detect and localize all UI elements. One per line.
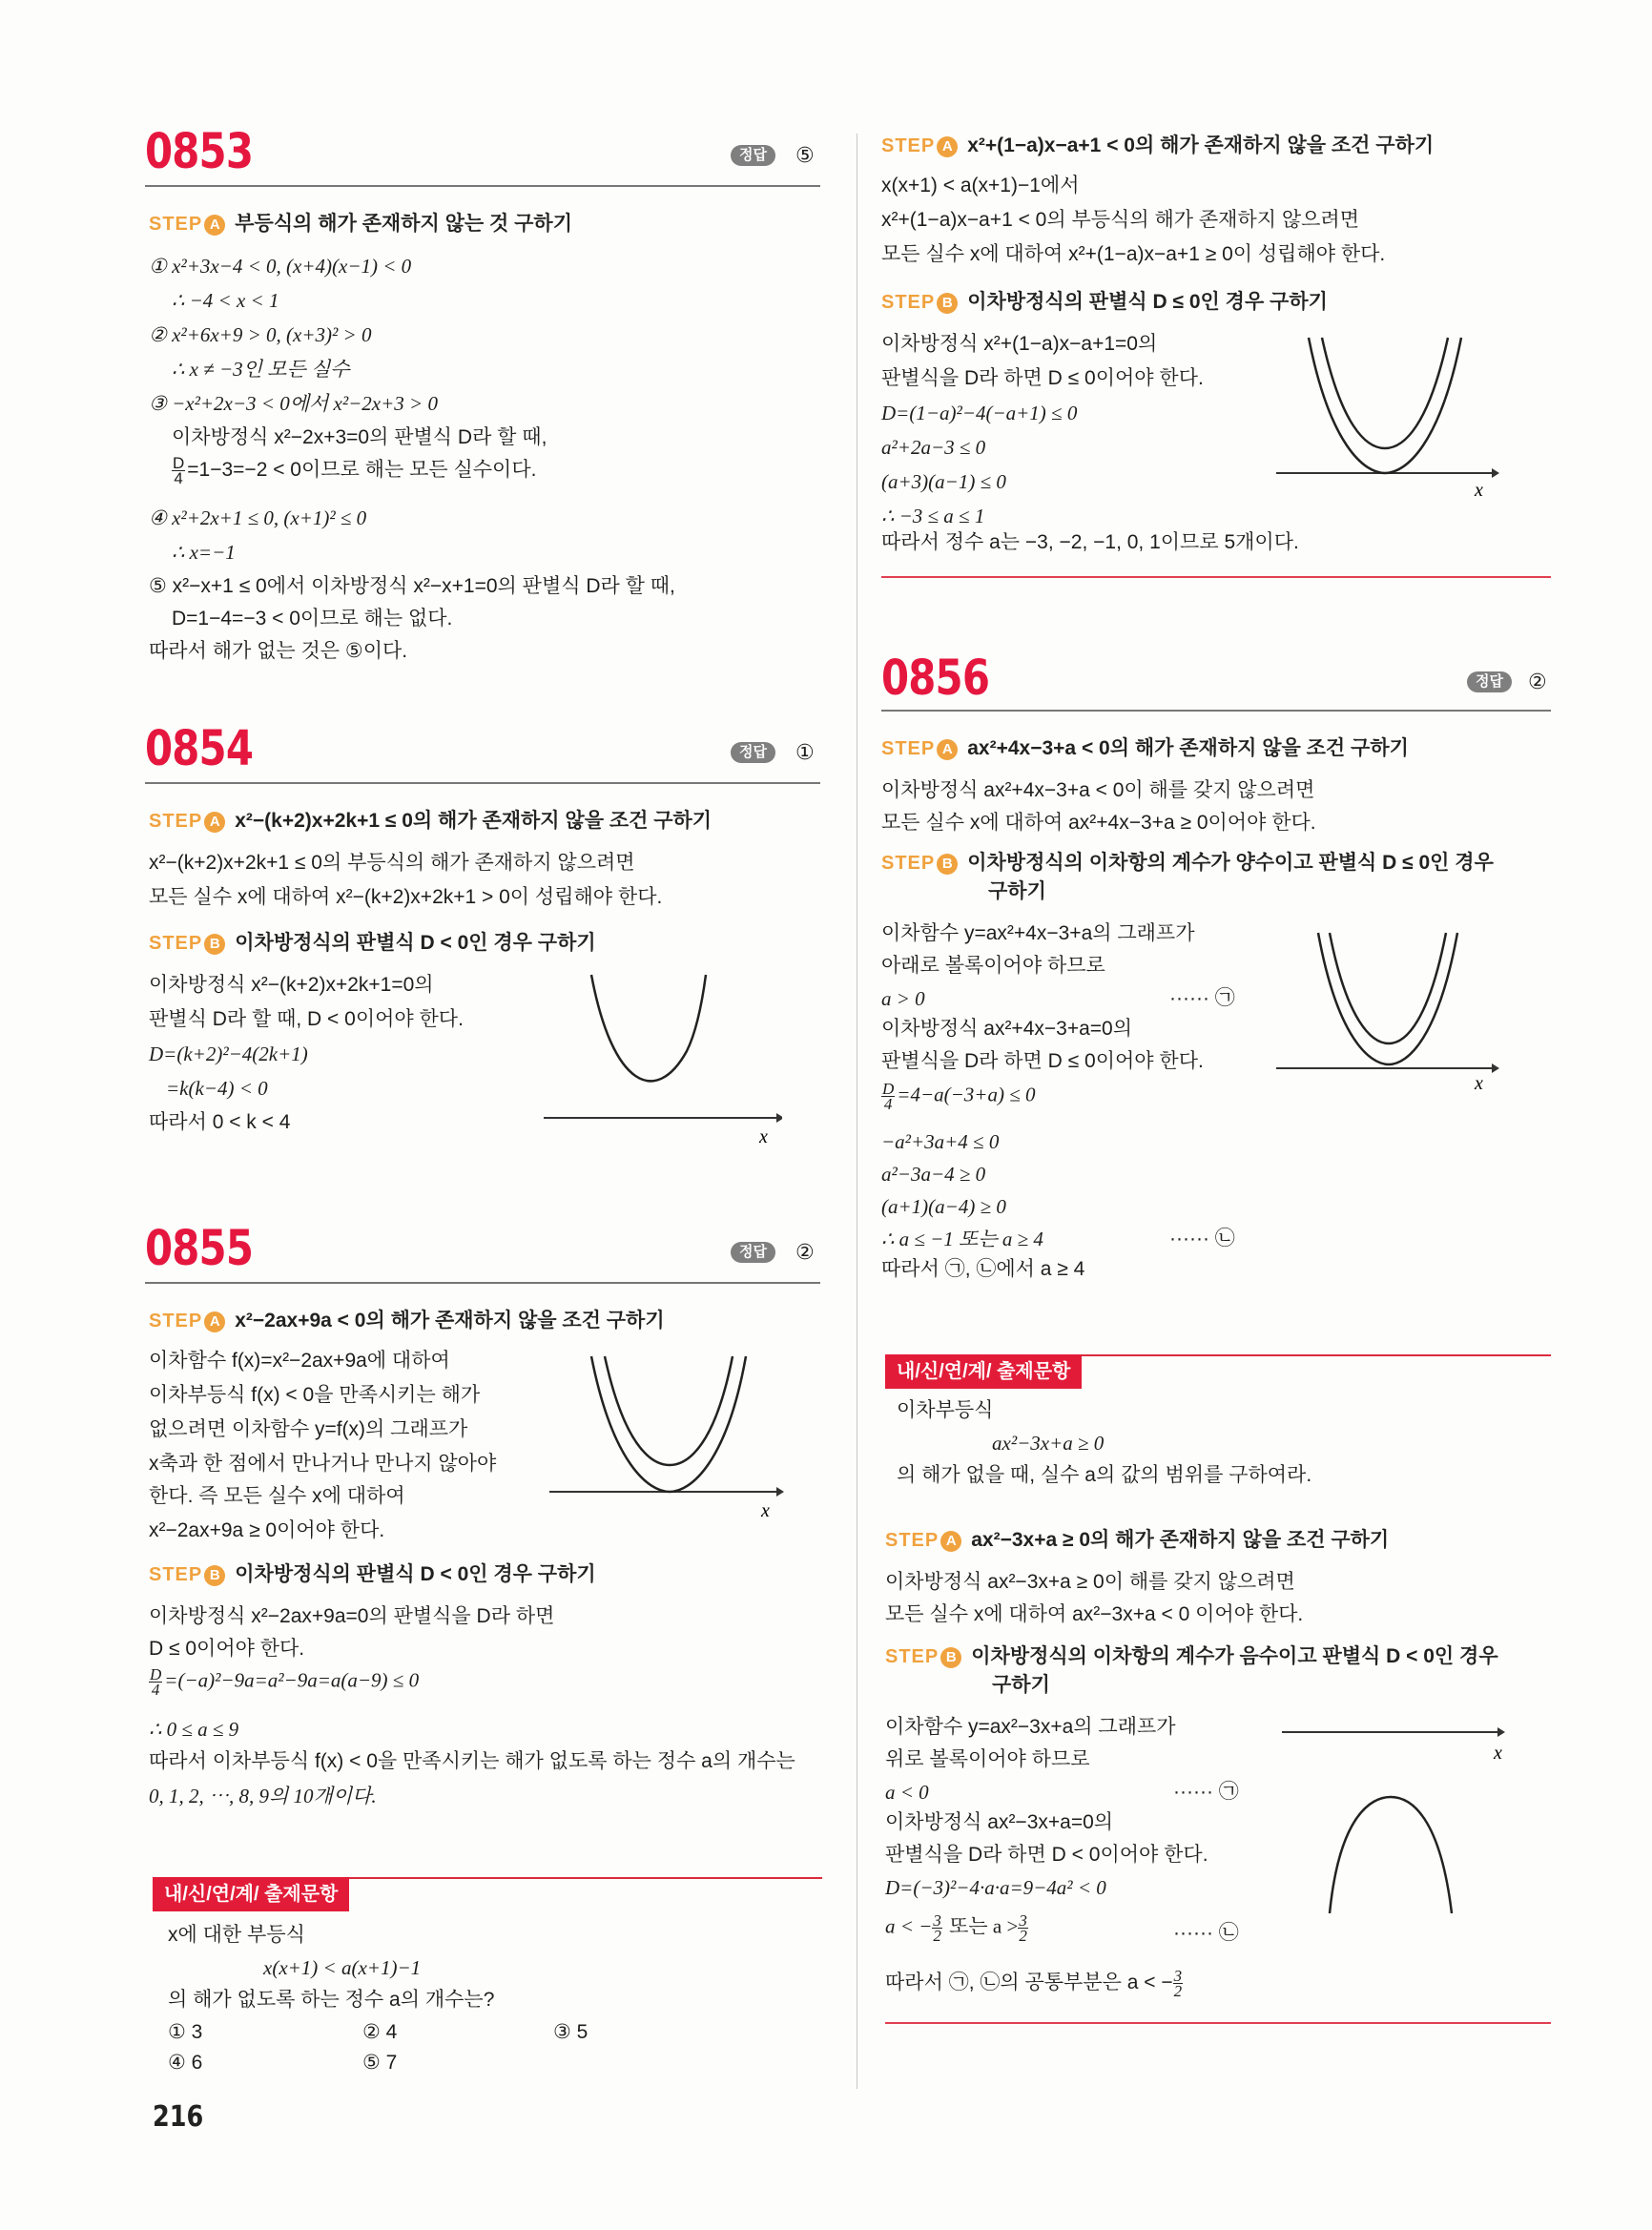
solution-line: D=(k+2)²−4(2k+1) bbox=[149, 1043, 308, 1065]
solution-line: −a²+3a+4 ≤ 0 bbox=[881, 1130, 1000, 1153]
solution-line: 따라서 정수 a는 −3, −2, −1, 0, 1이므로 5개이다. bbox=[881, 531, 1299, 553]
problem-number-0853: 0853 bbox=[145, 124, 254, 180]
parabola-graph-0854 bbox=[544, 963, 782, 1145]
solution-line: 모든 실수 x에 대하여 x²−(k+2)x+2k+1 > 0이 성립해야 한다. bbox=[149, 886, 663, 908]
solution-line: 따라서 0 < k < 4 bbox=[149, 1111, 291, 1133]
solution-line: 이차함수 y=ax²+4x−3+a의 그래프가 bbox=[881, 922, 1195, 944]
solution-line: ② x²+6x+9 > 0, (x+3)² > 0 bbox=[149, 323, 372, 346]
answer-value: ② bbox=[1528, 670, 1547, 693]
solution-line: x(x+1) < a(x+1)−1에서 bbox=[881, 175, 1080, 196]
solution-line: 이차방정식 x²−2x+3=0의 판별식 D라 할 때, bbox=[172, 426, 547, 448]
solution-line: D=(−3)²−4·a·a=9−4a² < 0 bbox=[885, 1876, 1106, 1899]
solution-line: x²+(1−a)x−a+1 < 0의 부등식의 해가 존재하지 않으려면 bbox=[881, 209, 1359, 231]
answer-badge: 정답 bbox=[1467, 671, 1512, 692]
page-number: 216 bbox=[153, 2100, 204, 2134]
solution-line: 이차함수 y=ax²−3x+a의 그래프가 bbox=[885, 1716, 1176, 1738]
step-b-heading: STEP B 이차방정식의 판별식 D ≤ 0인 경우 구하기 bbox=[881, 291, 1328, 313]
step-a-heading: STEP A 부등식의 해가 존재하지 않는 것 구하기 bbox=[149, 213, 572, 235]
answer-badge: 정답 bbox=[731, 742, 775, 763]
solution-line: a²−3a−4 ≥ 0 bbox=[881, 1163, 986, 1186]
solution-line: a²+2a−3 ≤ 0 bbox=[881, 436, 986, 459]
problem-number-0854: 0854 bbox=[145, 721, 254, 777]
solution-line: 한다. 즉 모든 실수 x에 대하여 bbox=[149, 1485, 405, 1507]
solution-line: 모든 실수 x에 대하여 ax²+4x−3+a ≥ 0이어야 한다. bbox=[881, 812, 1316, 834]
problem-number-0856: 0856 bbox=[881, 650, 990, 707]
solution-line: =k(k−4) < 0 bbox=[166, 1077, 268, 1100]
solution-line: 따라서 이차부등식 f(x) < 0을 만족시키는 해가 없도록 하는 정수 a의 개수는 bbox=[149, 1750, 795, 1772]
solution-line: (a+3)(a−1) ≤ 0 bbox=[881, 470, 1006, 493]
solution-line: 모든 실수 x에 대하여 ax²−3x+a < 0 이어야 한다. bbox=[885, 1603, 1304, 1625]
solution-line: 이차방정식 x²+(1−a)x−a+1=0의 bbox=[881, 333, 1158, 355]
x-axis-label: x bbox=[759, 1126, 768, 1145]
step-a-heading: STEP A x²−(k+2)x+2k+1 ≤ 0의 해가 존재하지 않을 조건 구하기 bbox=[149, 810, 712, 832]
solution-line: D=(1−a)²−4(−a+1) ≤ 0 bbox=[881, 402, 1078, 424]
solution-line: ∴ a ≤ −1 또는 a ≥ 4 bbox=[881, 1228, 1043, 1250]
solution-line: a > 0 bbox=[881, 987, 925, 1010]
solution-line: 아래로 볼록이어야 하므로 bbox=[881, 955, 1105, 977]
solution-line: 이차부등식 f(x) < 0을 만족시키는 해가 bbox=[149, 1384, 481, 1406]
solution-line: 판별식을 D라 하면 D < 0이어야 한다. bbox=[885, 1844, 1208, 1866]
step-a-heading: STEP A ax²+4x−3+a < 0의 해가 존재하지 않을 조건 구하기 bbox=[881, 737, 1409, 759]
solution-line: 이차방정식 ax²+4x−3+a=0의 bbox=[881, 1018, 1132, 1040]
solution-line: ∴ x=−1 bbox=[172, 541, 236, 564]
answer-value: ⑤ bbox=[795, 143, 815, 167]
solution-line: x²−(k+2)x+2k+1 ≤ 0의 부등식의 해가 존재하지 않으려면 bbox=[149, 852, 635, 874]
solution-line: ④ x²+2x+1 ≤ 0, (x+1)² ≤ 0 bbox=[149, 506, 367, 529]
parabola-graph-nae2 bbox=[1282, 1713, 1511, 1923]
question-line: x(x+1) < a(x+1)−1 bbox=[263, 1956, 422, 1979]
solution-line: ∴ −3 ≤ a ≤ 1 bbox=[881, 505, 985, 527]
solution-line: ∴ −4 < x < 1 bbox=[172, 289, 279, 312]
problem-number-0855: 0855 bbox=[145, 1221, 254, 1277]
section-divider bbox=[145, 185, 820, 187]
question-line: ax²−3x+a ≥ 0 bbox=[992, 1432, 1105, 1455]
solution-line: 이차함수 f(x)=x²−2ax+9a에 대하여 bbox=[149, 1350, 450, 1372]
solution-line: a < 0 bbox=[885, 1781, 929, 1804]
answer-value: ② bbox=[795, 1240, 815, 1264]
question-line: 의 해가 없도록 하는 정수 a의 개수는? bbox=[168, 1989, 495, 2011]
solution-line-fraction: a < − $\frac{3}{2}$ 또는 a > $\frac{3}{2}$ bbox=[885, 1911, 1027, 1945]
solution-line: 이차방정식 x²−2ax+9a=0의 판별식을 D라 하면 bbox=[149, 1605, 555, 1627]
answer-badge: 정답 bbox=[731, 1242, 775, 1263]
section-divider bbox=[881, 710, 1551, 712]
solution-line: 이차방정식 ax²−3x+a=0의 bbox=[885, 1811, 1114, 1833]
solution-line-fraction: $\frac{D}{4}$ =4−a(−3+a) ≤ 0 bbox=[882, 1080, 1036, 1113]
step-a-heading: STEP A x²−2ax+9a < 0의 해가 존재하지 않을 조건 구하기 bbox=[149, 1310, 665, 1332]
parabola-graph-0855-step bbox=[1276, 330, 1505, 502]
solution-line: ① x²+3x−4 < 0, (x+4)(x−1) < 0 bbox=[149, 255, 412, 278]
question-line: x에 대한 부등식 bbox=[168, 1924, 305, 1946]
step-b-heading: STEP B 이차방정식의 이차항의 계수가 음수이고 판별식 D < 0인 경우 bbox=[885, 1645, 1498, 1667]
section-divider bbox=[145, 1282, 820, 1284]
question-line: 의 해가 없을 때, 실수 a의 값의 범위를 구하여라. bbox=[897, 1464, 1312, 1486]
solution-line: D ≤ 0이어야 한다. bbox=[149, 1638, 305, 1660]
nae-label: 내/신/연/계/ 출제문항 bbox=[153, 1877, 349, 1911]
solution-line: 따라서 해가 없는 것은 ⑤이다. bbox=[149, 640, 408, 662]
step-b-heading: STEP B 이차방정식의 이차항의 계수가 양수이고 판별식 D ≤ 0인 경우 bbox=[881, 852, 1494, 874]
solution-line: 없으려면 이차함수 y=f(x)의 그래프가 bbox=[149, 1418, 468, 1440]
solution-line: 이차방정식 ax²−3x+a ≥ 0이 해를 갖지 않으려면 bbox=[885, 1571, 1295, 1593]
step-b-heading: STEP B 이차방정식의 판별식 D < 0인 경우 구하기 bbox=[149, 932, 596, 954]
solution-line: ⑤ x²−x+1 ≤ 0에서 이차방정식 x²−x+1=0의 판별식 D라 할 때, bbox=[149, 575, 675, 597]
parabola-graph-0855 bbox=[549, 1349, 788, 1520]
choice-3: ③ 5 bbox=[553, 2021, 589, 2043]
answer-value: ① bbox=[795, 740, 815, 764]
solution-line: ③ −x²+2x−3 < 0에서 x²−2x+3 > 0 bbox=[149, 392, 438, 415]
choice-1: ① 3 bbox=[168, 2021, 203, 2043]
step-b-heading-cont: 구하기 bbox=[992, 1674, 1050, 1696]
solution-line: 따라서 ㉠, ㉡에서 a ≥ 4 bbox=[881, 1258, 1085, 1280]
solution-line: ∴ 0 ≤ a ≤ 9 bbox=[149, 1718, 239, 1741]
section-end-rule bbox=[881, 576, 1551, 578]
solution-line: 이차방정식 ax²+4x−3+a < 0이 해를 갖지 않으려면 bbox=[881, 779, 1315, 801]
x-axis-label: x bbox=[761, 1500, 770, 1520]
solution-line: (a+1)(a−4) ≥ 0 bbox=[881, 1195, 1006, 1218]
step-b-heading-cont: 구하기 bbox=[988, 880, 1046, 902]
solution-line: 판별식을 D라 하면 D ≤ 0이어야 한다. bbox=[881, 1050, 1204, 1072]
condition-mark-1: ······ ㉠ bbox=[1169, 987, 1235, 1009]
solution-line: 모든 실수 x에 대하여 x²+(1−a)x−a+1 ≥ 0이 성립해야 한다. bbox=[881, 243, 1386, 265]
solution-line: 이차방정식 x²−(k+2)x+2k+1=0의 bbox=[149, 974, 434, 996]
x-axis-label: x bbox=[1494, 1743, 1502, 1764]
parabola-graph-0856 bbox=[1276, 925, 1505, 1097]
x-axis-label: x bbox=[1475, 480, 1483, 501]
solution-line: ∴ x ≠ −3인 모든 실수 bbox=[172, 358, 350, 381]
solution-line: 판별식 D라 할 때, D < 0이어야 한다. bbox=[149, 1008, 464, 1030]
nae-label: 내/신/연/계/ 출제문항 bbox=[885, 1354, 1082, 1389]
choice-4: ④ 6 bbox=[168, 2052, 203, 2074]
solution-line: D=1−4=−3 < 0이므로 해는 없다. bbox=[172, 608, 453, 630]
choice-5: ⑤ 7 bbox=[362, 2052, 398, 2074]
solution-line-fraction: $\frac{D}{4}$ =1−3=−2 < 0이므로 해는 모든 실수이다. bbox=[173, 454, 537, 487]
solution-line-fraction: 따라서 ㉠, ㉡의 공통부분은 a < − $\frac{3}{2}$ bbox=[885, 1967, 1183, 2000]
x-axis-label: x bbox=[1475, 1073, 1483, 1094]
step-a-heading: STEP A x²+(1−a)x−a+1 < 0의 해가 존재하지 않을 조건 구하기 bbox=[881, 134, 1435, 156]
condition-mark-2: ······ ㉡ bbox=[1169, 1228, 1235, 1249]
solution-line: x²−2ax+9a ≥ 0이어야 한다. bbox=[149, 1519, 385, 1541]
step-a-heading: STEP A ax²−3x+a ≥ 0의 해가 존재하지 않을 조건 구하기 bbox=[885, 1529, 1390, 1551]
solution-line-fraction: $\frac{D}{4}$ =(−a)²−9a=a²−9a=a(a−9) ≤ 0 bbox=[150, 1665, 420, 1699]
solution-line: 판별식을 D라 하면 D ≤ 0이어야 한다. bbox=[881, 367, 1204, 389]
solution-line: 위로 볼록이어야 하므로 bbox=[885, 1748, 1090, 1770]
condition-mark-1: ······ ㉠ bbox=[1173, 1781, 1239, 1803]
section-divider bbox=[145, 782, 820, 784]
question-line: 이차부등식 bbox=[897, 1399, 994, 1421]
solution-line: x축과 한 점에서 만나거나 만나지 않아야 bbox=[149, 1453, 497, 1475]
solution-line: 0, 1, 2, ⋯, 8, 9의 10개이다. bbox=[149, 1785, 377, 1807]
condition-mark-2: ······ ㉡ bbox=[1173, 1922, 1239, 1944]
answer-badge: 정답 bbox=[731, 145, 775, 166]
section-end-rule bbox=[885, 2022, 1551, 2024]
choice-2: ② 4 bbox=[362, 2021, 398, 2043]
step-b-heading: STEP B 이차방정식의 판별식 D < 0인 경우 구하기 bbox=[149, 1563, 596, 1585]
